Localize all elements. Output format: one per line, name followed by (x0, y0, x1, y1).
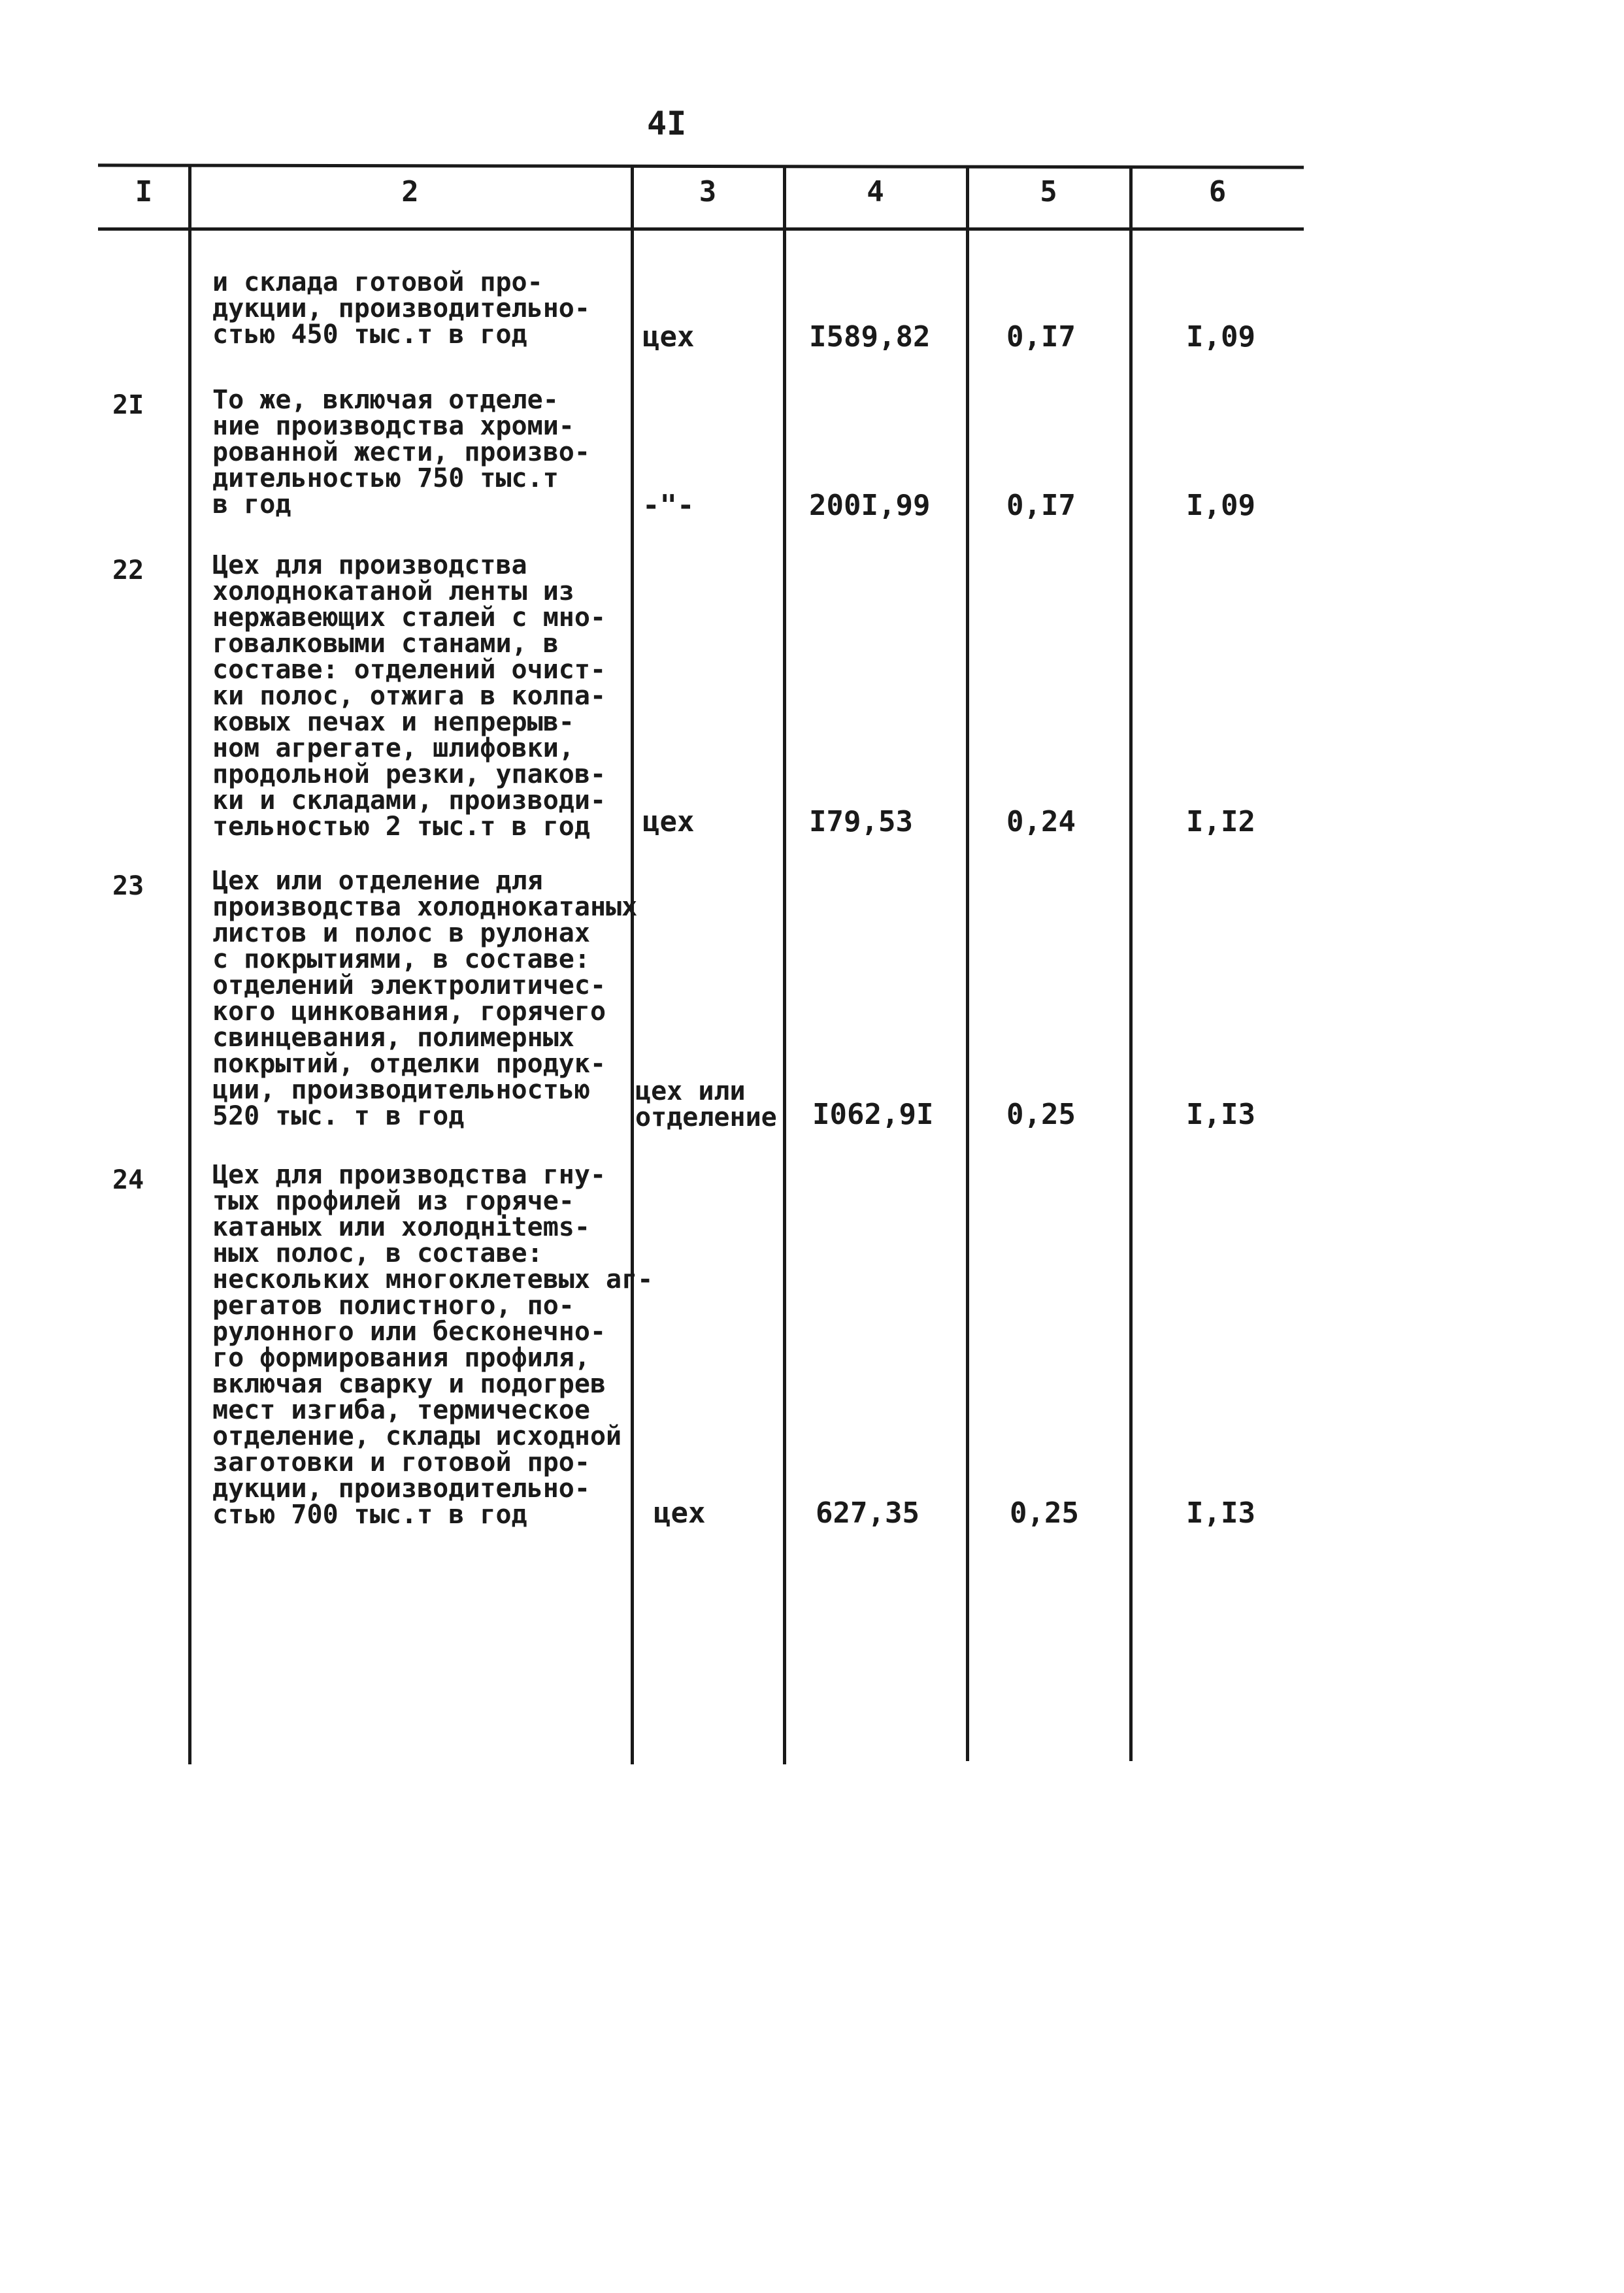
header-col-5: 5 (1040, 175, 1057, 208)
row-description: Цех для производства холоднокатаной ленты из нержавеющих сталей с мно- говалковыми станами, в составе: отделений очист- ки полос, отжига в колпа- ковых печах и непрерыв- ном агрегате, шлифовки, продольной резки, упаков- ки и складами, производи- тельностью 2 тыс.т в год (212, 550, 606, 842)
header-col-2: 2 (401, 175, 419, 208)
row-unit: цех (642, 805, 695, 838)
table-header-rule (98, 227, 1304, 231)
row-col4-value: 200I,99 (809, 489, 931, 522)
row-col5-value: 0,I7 (1006, 489, 1076, 522)
column-divider-5 (1129, 167, 1133, 1761)
column-divider-4 (966, 167, 969, 1761)
row-col4-value: I589,82 (809, 320, 931, 354)
row-col6-value: I,I3 (1186, 1496, 1255, 1530)
header-col-6: 6 (1208, 175, 1227, 208)
row-col6-value: I,09 (1186, 320, 1255, 354)
row-unit: цех или отделение (635, 1076, 777, 1132)
header-col-4: 4 (867, 175, 884, 208)
row-col6-value: I,09 (1186, 489, 1255, 522)
row-col5-value: 0,I7 (1006, 320, 1076, 354)
row-unit: -"- (642, 489, 695, 522)
row-description: Цех для производства гну- тых профилей из горяче- катаных или холоднitems- ных полос, в составе: нескольких многоклетевых аг- регатов полистного, по- рулонного или бесконечно- го формирования профиля, включая сварку и подогрев мест изгиба, термическое отделение, склады исходной заготовки и готовой про- дукции, производительно- стью 700 тыс.т в год (212, 1160, 654, 1530)
row-unit: цех (654, 1496, 706, 1530)
row-col4-value: 627,35 (816, 1496, 920, 1530)
row-col6-value: I,I3 (1186, 1098, 1255, 1131)
row-col6-value: I,I2 (1186, 805, 1255, 838)
row-col4-value: I79,53 (809, 805, 913, 838)
row-col5-value: 0,24 (1006, 805, 1076, 838)
table-top-rule (98, 163, 1304, 169)
row-unit: цех (642, 320, 695, 354)
row-col5-value: 0,25 (1006, 1098, 1076, 1131)
column-divider-3 (783, 167, 786, 1764)
row-number: 22 (112, 555, 144, 586)
row-number: 24 (112, 1165, 144, 1195)
row-col4-value: I062,9I (812, 1098, 934, 1131)
row-number: 2I (112, 390, 144, 420)
page-number: 4I (647, 105, 687, 142)
row-number: 23 (112, 871, 144, 901)
row-description: и склада готовой про- дукции, производительно- стью 450 тыс.т в год (212, 267, 590, 350)
column-divider-1 (188, 167, 191, 1764)
header-col-3: 3 (699, 175, 717, 208)
header-col-1: I (135, 175, 153, 208)
row-description: Цех или отделение для производства холоднокатаных листов и полос в рулонах с покрытиями, в составе: отделений электролитичес- кого цинкования, горячего свинцевания, полимерных покрытий, отделки продук- ции, производительностью 520 тыс. т в год (212, 866, 638, 1131)
row-description: То же, включая отделе- ние производства хроми- рованной жести, произво- дительностью 750 тыс.т в год (212, 385, 590, 520)
row-col5-value: 0,25 (1010, 1496, 1079, 1530)
